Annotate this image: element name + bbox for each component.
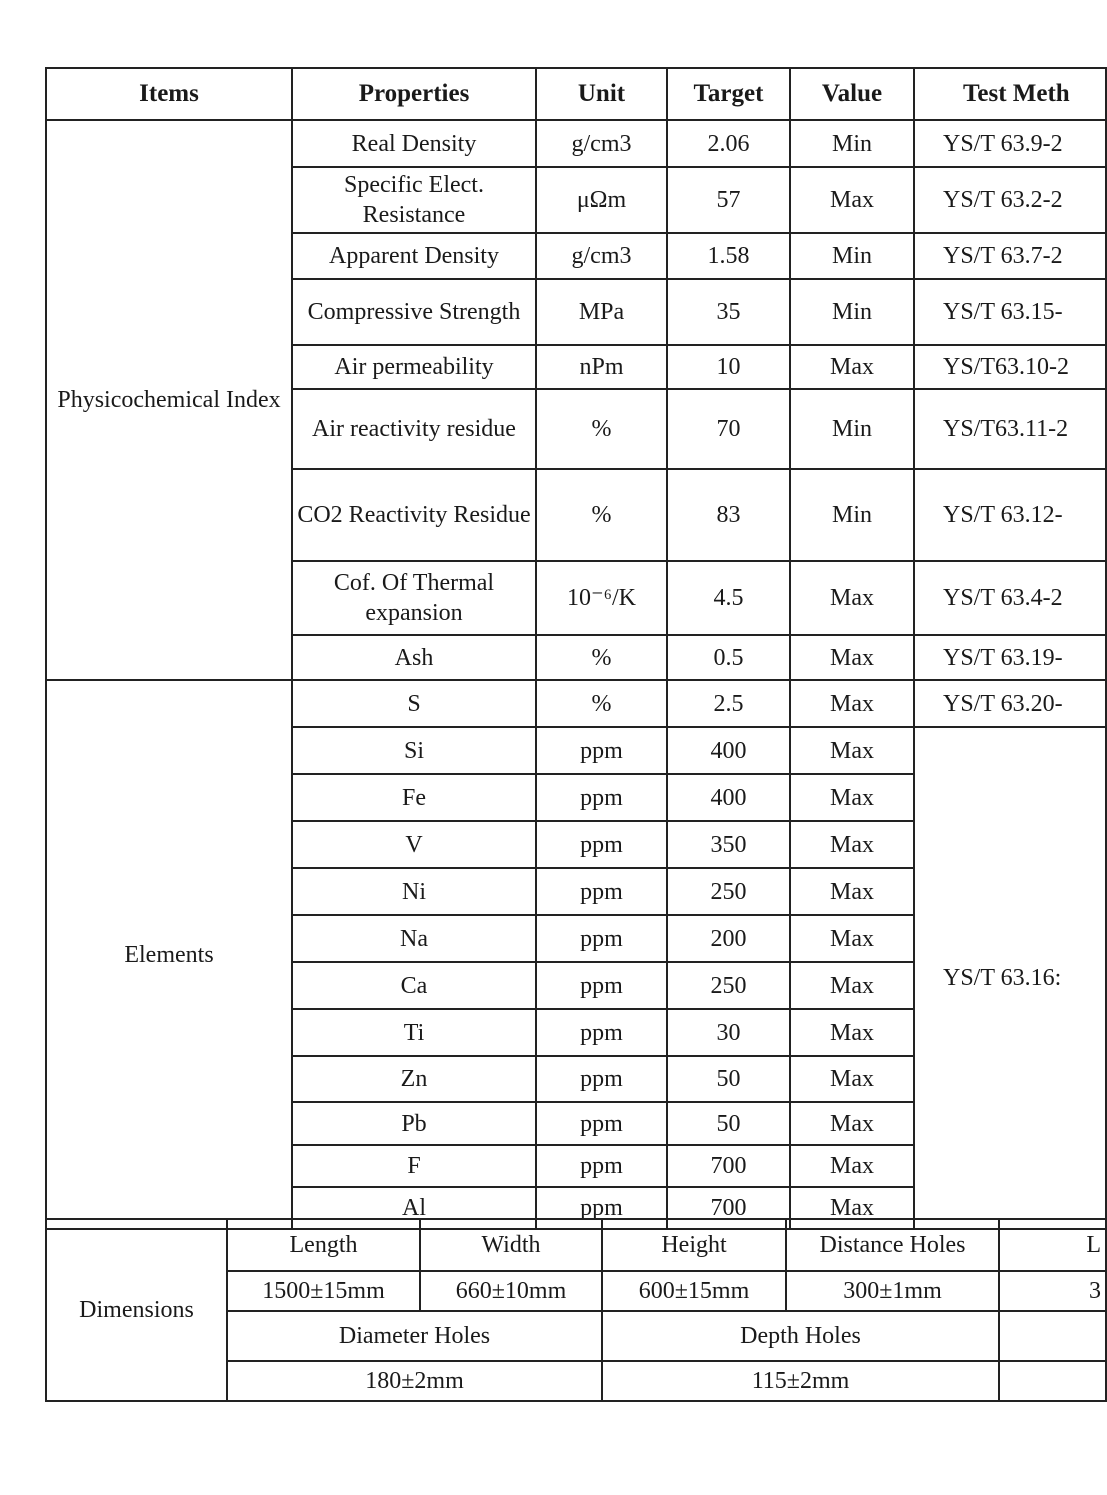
unit-cell: 10⁻⁶/K bbox=[536, 561, 667, 635]
property-cell: Al bbox=[292, 1187, 536, 1229]
dimension-value: 115±2mm bbox=[602, 1361, 999, 1401]
method-cell: YS/T 63.7-2 bbox=[914, 233, 1106, 279]
target-cell: 50 bbox=[667, 1102, 790, 1145]
header-value: Value bbox=[790, 68, 914, 120]
value-cell: Max bbox=[790, 727, 914, 774]
group-label-elements: Elements bbox=[46, 680, 292, 1229]
target-cell: 2.06 bbox=[667, 120, 790, 167]
property-cell: Specific Elect. Resistance bbox=[292, 167, 536, 233]
target-cell: 700 bbox=[667, 1187, 790, 1229]
value-cell: Max bbox=[790, 1056, 914, 1102]
header-target: Target bbox=[667, 68, 790, 120]
property-cell: Compressive Strength bbox=[292, 279, 536, 345]
target-cell: 70 bbox=[667, 389, 790, 469]
method-cell-elements: YS/T 63.16: bbox=[914, 727, 1106, 1229]
unit-cell: ppm bbox=[536, 915, 667, 962]
value-cell: Max bbox=[790, 915, 914, 962]
method-cell: YS/T 63.15- bbox=[914, 279, 1106, 345]
value-cell: Max bbox=[790, 167, 914, 233]
dimension-value: 300±1mm bbox=[786, 1271, 999, 1311]
value-cell: Max bbox=[790, 561, 914, 635]
property-cell: Fe bbox=[292, 774, 536, 821]
unit-cell: ppm bbox=[536, 962, 667, 1009]
property-cell: Ni bbox=[292, 868, 536, 915]
dimensions-table bbox=[45, 1218, 1107, 1402]
value-cell: Min bbox=[790, 469, 914, 561]
dimension-label: Height bbox=[602, 1219, 786, 1271]
unit-cell: % bbox=[536, 680, 667, 727]
unit-cell: ppm bbox=[536, 1145, 667, 1187]
property-cell: Zn bbox=[292, 1056, 536, 1102]
target-cell: 50 bbox=[667, 1056, 790, 1102]
target-cell: 400 bbox=[667, 727, 790, 774]
header-unit: Unit bbox=[536, 68, 667, 120]
dimension-empty-cell bbox=[999, 1311, 1106, 1361]
header-properties: Properties bbox=[292, 68, 536, 120]
unit-cell: % bbox=[536, 469, 667, 561]
property-cell: Apparent Density bbox=[292, 233, 536, 279]
group-label-physicochemical: Physicochemical Index bbox=[46, 120, 292, 680]
target-cell: 400 bbox=[667, 774, 790, 821]
table-row bbox=[46, 1219, 1106, 1271]
value-cell: Min bbox=[790, 279, 914, 345]
unit-cell: ppm bbox=[536, 1056, 667, 1102]
value-cell: Min bbox=[790, 389, 914, 469]
unit-cell: μΩm bbox=[536, 167, 667, 233]
target-cell: 30 bbox=[667, 1009, 790, 1056]
property-cell: Ca bbox=[292, 962, 536, 1009]
dimension-label: Depth Holes bbox=[602, 1311, 999, 1361]
unit-cell: MPa bbox=[536, 279, 667, 345]
table-row bbox=[46, 120, 1106, 167]
property-cell: CO2 Reactivity Residue bbox=[292, 469, 536, 561]
target-cell: 200 bbox=[667, 915, 790, 962]
target-cell: 350 bbox=[667, 821, 790, 868]
specification-table bbox=[45, 67, 1107, 1230]
target-cell: 250 bbox=[667, 962, 790, 1009]
dimension-label: Distance Holes bbox=[786, 1219, 999, 1271]
value-cell: Max bbox=[790, 962, 914, 1009]
method-cell: YS/T 63.20- bbox=[914, 680, 1106, 727]
property-cell: Real Density bbox=[292, 120, 536, 167]
table-row bbox=[46, 680, 1106, 727]
value-cell: Max bbox=[790, 1145, 914, 1187]
unit-cell: ppm bbox=[536, 868, 667, 915]
dimension-value: 180±2mm bbox=[227, 1361, 602, 1401]
dimension-label: L bbox=[999, 1219, 1106, 1271]
header-row bbox=[46, 68, 1106, 120]
unit-cell: % bbox=[536, 635, 667, 680]
property-cell: V bbox=[292, 821, 536, 868]
unit-cell: ppm bbox=[536, 1187, 667, 1229]
unit-cell: g/cm3 bbox=[536, 233, 667, 279]
value-cell: Max bbox=[790, 1187, 914, 1229]
target-cell: 700 bbox=[667, 1145, 790, 1187]
method-cell: YS/T 63.9-2 bbox=[914, 120, 1106, 167]
target-cell: 250 bbox=[667, 868, 790, 915]
target-cell: 83 bbox=[667, 469, 790, 561]
property-cell: Pb bbox=[292, 1102, 536, 1145]
unit-cell: ppm bbox=[536, 821, 667, 868]
unit-cell: % bbox=[536, 389, 667, 469]
property-cell: Air reactivity residue bbox=[292, 389, 536, 469]
dimension-label: Width bbox=[420, 1219, 602, 1271]
value-cell: Max bbox=[790, 345, 914, 389]
unit-cell: ppm bbox=[536, 1009, 667, 1056]
target-cell: 4.5 bbox=[667, 561, 790, 635]
dimension-value: 600±15mm bbox=[602, 1271, 786, 1311]
value-cell: Max bbox=[790, 1102, 914, 1145]
method-cell: YS/T 63.19- bbox=[914, 635, 1106, 680]
group-label-dimensions: Dimensions bbox=[46, 1219, 227, 1401]
dimension-label: Length bbox=[227, 1219, 420, 1271]
property-cell: Ti bbox=[292, 1009, 536, 1056]
header-items: Items bbox=[46, 68, 292, 120]
property-cell: Na bbox=[292, 915, 536, 962]
value-cell: Max bbox=[790, 635, 914, 680]
dimension-value: 1500±15mm bbox=[227, 1271, 420, 1311]
value-cell: Max bbox=[790, 868, 914, 915]
method-cell: YS/T63.10-2 bbox=[914, 345, 1106, 389]
unit-cell: g/cm3 bbox=[536, 120, 667, 167]
property-cell: Ash bbox=[292, 635, 536, 680]
target-cell: 35 bbox=[667, 279, 790, 345]
method-cell: YS/T 63.12- bbox=[914, 469, 1106, 561]
property-cell: F bbox=[292, 1145, 536, 1187]
target-cell: 57 bbox=[667, 167, 790, 233]
value-cell: Max bbox=[790, 680, 914, 727]
unit-cell: ppm bbox=[536, 727, 667, 774]
target-cell: 0.5 bbox=[667, 635, 790, 680]
dimension-value: 660±10mm bbox=[420, 1271, 602, 1311]
value-cell: Min bbox=[790, 233, 914, 279]
unit-cell: ppm bbox=[536, 774, 667, 821]
method-cell: YS/T63.11-2 bbox=[914, 389, 1106, 469]
value-cell: Max bbox=[790, 774, 914, 821]
property-cell: Cof. Of Thermal expansion bbox=[292, 561, 536, 635]
dimension-empty-cell bbox=[999, 1361, 1106, 1401]
method-cell: YS/T 63.2-2 bbox=[914, 167, 1106, 233]
unit-cell: ppm bbox=[536, 1102, 667, 1145]
dimension-value: 3 bbox=[999, 1271, 1106, 1311]
property-cell: S bbox=[292, 680, 536, 727]
method-cell: YS/T 63.4-2 bbox=[914, 561, 1106, 635]
value-cell: Min bbox=[790, 120, 914, 167]
target-cell: 1.58 bbox=[667, 233, 790, 279]
value-cell: Max bbox=[790, 1009, 914, 1056]
target-cell: 10 bbox=[667, 345, 790, 389]
target-cell: 2.5 bbox=[667, 680, 790, 727]
header-test-method: Test Meth bbox=[914, 68, 1106, 120]
unit-cell: nPm bbox=[536, 345, 667, 389]
property-cell: Air permeability bbox=[292, 345, 536, 389]
property-cell: Si bbox=[292, 727, 536, 774]
value-cell: Max bbox=[790, 821, 914, 868]
dimension-label: Diameter Holes bbox=[227, 1311, 602, 1361]
